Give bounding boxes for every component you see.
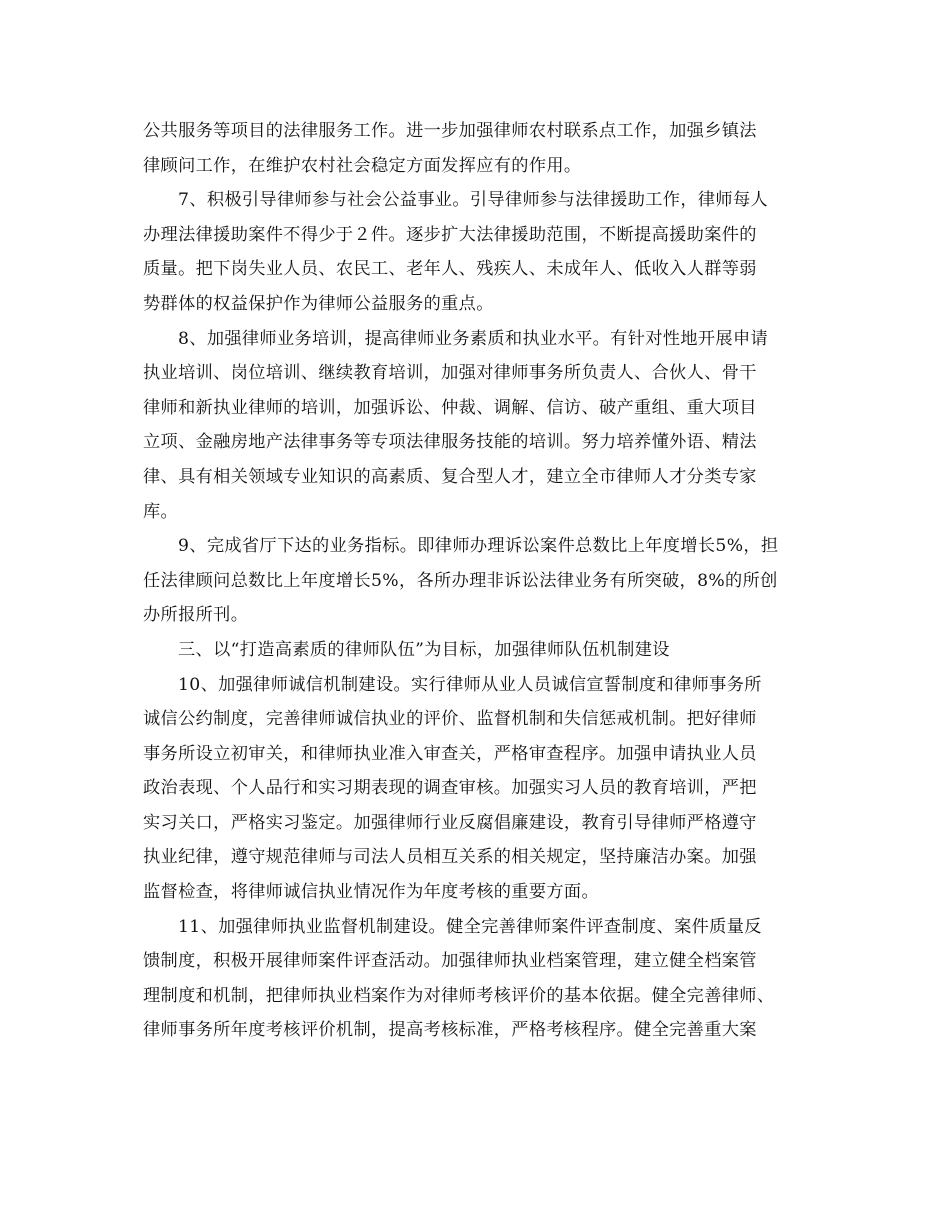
text-line: 实习关口，严格实习鉴定。加强律师行业反腐倡廉建设，教育引导律师严格遵守 bbox=[143, 812, 757, 833]
text-line: 执业培训、岗位培训、继续教育培训，加强对律师事务所负责人、合伙人、骨干 bbox=[143, 363, 757, 384]
text-line: 监督检查，将律师诚信执业情况作为年度考核的重要方面。 bbox=[143, 882, 599, 903]
text-line: 事务所设立初审关，和律师执业准入审查关，严格审查程序。加强申请执业人员 bbox=[143, 743, 757, 764]
text-line: 理制度和机制，把律师执业档案作为对律师考核评价的基本依据。健全完善律师、 bbox=[143, 985, 775, 1006]
text-line: 律师和新执业律师的培训，加强诉讼、仲裁、调解、信访、破产重组、重大项目 bbox=[143, 397, 757, 418]
text-line: 7、积极引导律师参与社会公益事业。引导律师参与法律援助工作，律师每人 bbox=[178, 190, 769, 211]
text-line: 库。 bbox=[143, 501, 179, 522]
text-line: 办理法律援助案件不得少于２件。逐步扩大法律援助范围，不断提高援助案件的 bbox=[143, 224, 757, 245]
text-line: 诚信公约制度，完善律师诚信执业的评价、监督机制和失信惩戒机制。把好律师 bbox=[143, 709, 757, 730]
text-line: 政治表现、个人品行和实习期表现的调查审核。加强实习人员的教育培训，严把 bbox=[143, 778, 757, 799]
text-line: 律、具有相关领域专业知识的高素质、复合型人才，建立全市律师人才分类专家 bbox=[143, 466, 757, 487]
text-line: 立项、金融房地产法律事务等专项法律服务技能的培训。努力培养懂外语、精法 bbox=[143, 432, 757, 453]
text-line: 质量。把下岗失业人员、农民工、老年人、残疾人、未成年人、低收入人群等弱 bbox=[143, 259, 757, 280]
text-line: 9、完成省厅下达的业务指标。即律师办理诉讼案件总数比上年度增长5%，担 bbox=[178, 536, 779, 557]
text-line: 律顾问工作，在维护农村社会稳定方面发挥应有的作用。 bbox=[143, 155, 582, 176]
text-line: 馈制度，积极开展律师案件评查活动。加强律师执业档案管理，建立健全档案管 bbox=[143, 951, 757, 972]
text-line: 执业纪律，遵守规范律师与司法人员相互关系的相关规定，坚持廉洁办案。加强 bbox=[143, 847, 757, 868]
text-line: 势群体的权益保护作为律师公益服务的重点。 bbox=[143, 293, 494, 314]
text-line: 11、加强律师执业监督机制建设。健全完善律师案件评查制度、案件质量反 bbox=[178, 916, 762, 937]
text-line: 公共服务等项目的法律服务工作。进一步加强律师农村联系点工作，加强乡镇法 bbox=[143, 121, 757, 141]
text-line: 三、以“打造高素质的律师队伍”为目标，加强律师队伍机制建设 bbox=[178, 639, 670, 660]
text-line: 10、加强律师诚信机制建设。实行律师从业人员诚信宣誓制度和律师事务所 bbox=[178, 674, 762, 695]
text-line: 任法律顾问总数比上年度增长5%，各所办理非诉讼法律业务有所突破，8%的所创 bbox=[143, 570, 778, 591]
text-line: 8、加强律师业务培训，提高律师业务素质和执业水平。有针对性地开展申请 bbox=[178, 328, 769, 349]
text-line: 办所报所刊。 bbox=[143, 605, 249, 626]
document-body bbox=[143, 114, 809, 1048]
text-line: 律师事务所年度考核评价机制，提高考核标准，严格考核程序。健全完善重大案 bbox=[143, 1020, 757, 1041]
